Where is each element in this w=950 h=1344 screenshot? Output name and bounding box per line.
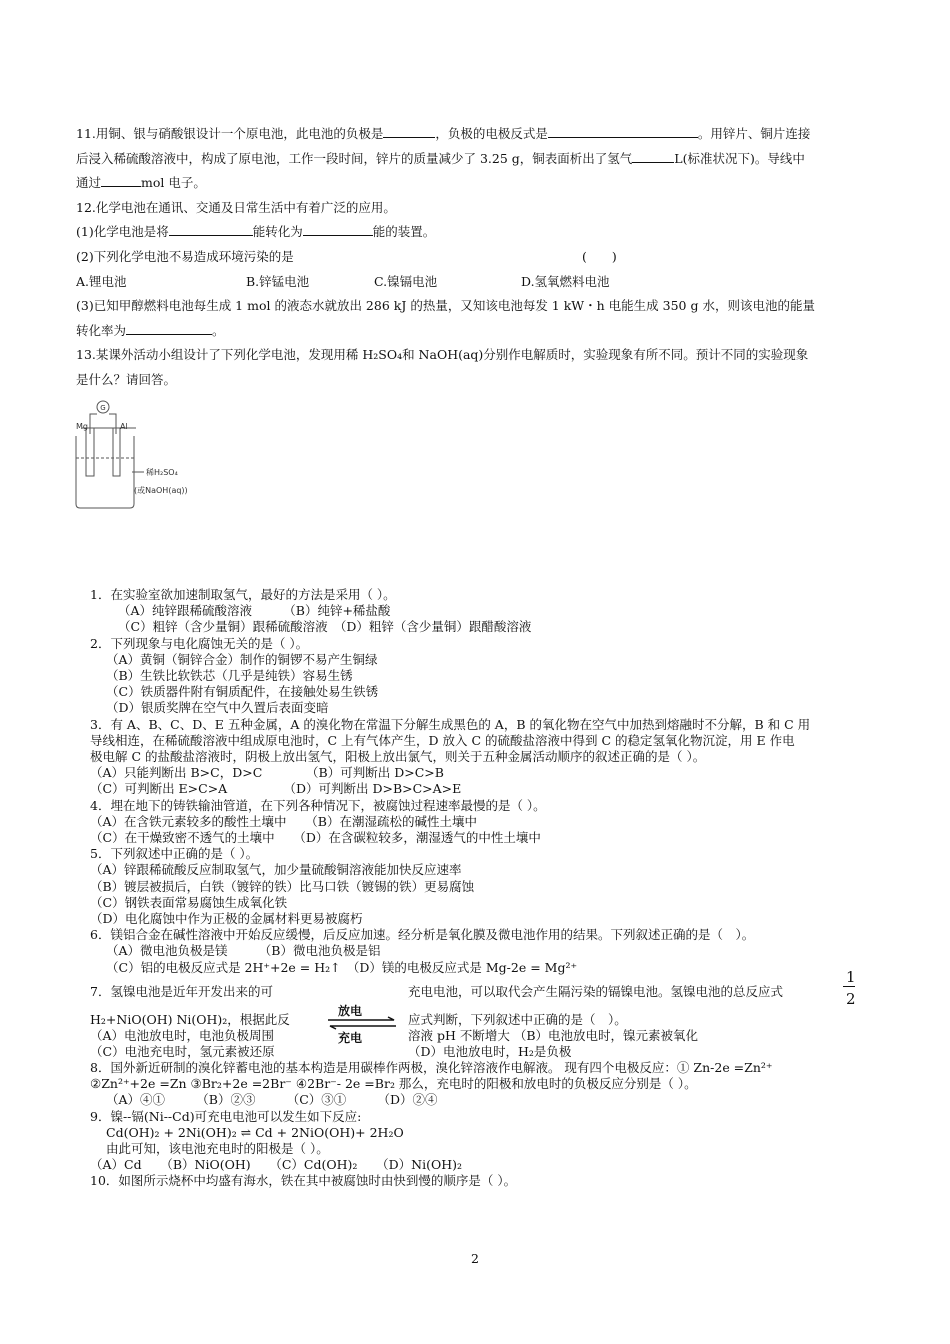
q4-options-cd: （C）在干燥致密不透气的土壤中 （D）在含碳粒较多，潮湿透气的中性土壤中 (90, 830, 541, 846)
q2: 2．下列现象与电化腐蚀无关的是（ ）。 (90, 635, 309, 651)
battery-diagram (72, 398, 212, 513)
answer-blank[interactable] (169, 223, 253, 236)
q9-equation: Cd(OH)₂ + 2Ni(OH)₂ ⇌ Cd + 2NiO(OH)+ 2H₂O (106, 1124, 404, 1140)
option-c: C.镍镉电池 (374, 273, 438, 289)
q3-options-ab: （A）只能判断出 B>C，D>C （B）可判断出 D>C>B (90, 765, 444, 781)
q1-options-cd: （C）粗锌（含少量铜）跟稀硫酸溶液 （D）粗锌（含少量铜）跟醋酸溶液 (118, 619, 532, 635)
answer-blank[interactable] (126, 322, 212, 335)
q7-text-d: 应式判断，下列叙述中正确的是（ ）。 (408, 1012, 627, 1027)
q2-option-c: （C）铁质器件附有铜质配件，在接触处易生铁锈 (106, 684, 379, 700)
q9: 9．镍--镉(Ni--Cd)可充电电池可以发生如下反应: (90, 1108, 362, 1124)
q10: 10．如图所示烧杯中均盛有海水，铁在其中被腐蚀时由快到慢的顺序是（ ）。 (90, 1173, 517, 1189)
q12-part3-cont: 转化率为 。 (76, 322, 225, 338)
q7-option-d: （D）电池放电时，H₂是负极 (408, 1044, 572, 1059)
q4: 4．埋在地下的铸铁输油管道，在下列各种情况下，被腐蚀过程速率最慢的是（ ）。 (90, 797, 546, 813)
answer-blank[interactable] (548, 125, 698, 138)
answer-blank[interactable] (303, 223, 373, 236)
q6-options-cd: （C）铝的电极反应式是 2H⁺+2e = H₂↑ （D）镁的电极反应式是 Mg-2e = Mg²⁺ (106, 959, 578, 975)
q7-option-a: （A）电池放电时，电池负极周围 (90, 1028, 275, 1043)
q7-option-c: （C）电池充电时，氢元素被还原 (90, 1044, 275, 1059)
q5-option-c: （C）钢铁表面常易腐蚀生成氧化铁 (90, 894, 288, 910)
q9-options: （A）Cd （B）NiO(OH) （C）Cd(OH)₂ （D）Ni(OH)₂ (90, 1157, 463, 1173)
choice-section-2 (76, 1060, 880, 1190)
al-electrode (113, 428, 120, 476)
q4-options-ab: （A）在含铁元素较多的酸性土壤中 （B）在潮湿疏松的碱性土壤中 (90, 813, 477, 829)
mg-label: Mg (76, 422, 88, 431)
q11-line3: 通过 mol 电子。 (76, 175, 206, 191)
arrow-label-bottom: 充电 (338, 1031, 363, 1045)
q6-options-ab: （A）微电池负极是镁 （B）微电池负极是铝 (106, 943, 381, 959)
fraction-bar (843, 986, 855, 987)
arrow-label-top: 放电 (338, 1004, 363, 1018)
q7-text-b: 充电电池，可以取代会产生隔污染的镉镍电池。氢镍电池的总反应式 (408, 984, 784, 999)
q7-text-a: 7．氢镍电池是近年开发出来的可 (90, 984, 273, 999)
answer-paren[interactable]: ( ) (582, 248, 617, 264)
beaker (76, 436, 134, 508)
q12-title: 12.化学电池在通讯、交通及日常生活中有着广泛的应用。 (76, 199, 396, 215)
q13-line1: 13.某课外活动小组设计了下列化学电池，发现用稀 H₂SO₄和 NaOH(aq)分别作电解质时，实验现象有所不同。预计不同的实验现象 (76, 347, 809, 363)
page-number: 2 (471, 1251, 479, 1266)
q5-option-d: （D）电化腐蚀中作为正极的金属材料更易被腐朽 (90, 911, 363, 927)
answer-blank[interactable] (101, 174, 141, 187)
q3-options-cd: （C）可判断出 E>C>A （D）可判断出 D>B>C>A>E (90, 781, 462, 797)
q12-options (76, 270, 880, 295)
q12-part2: (2)下列化学电池不易造成环境污染的是 ( ) (76, 245, 880, 270)
q3-cont1: 导线相连，在稀硫酸溶液中组成原电池时，C 上有气体产生，D 放入 C 的硫酸盐溶液中得到 C 的稳定氢氧化物沉淀，用 E 作电 (90, 732, 795, 748)
reversible-arrow-icon (326, 1017, 398, 1029)
q3-cont2: 极电解 C 的盐酸盐溶液时，阴极上放出氢气，阳极上放出氯气，则关于五种金属活动顺序的叙述正确的是（ ）。 (90, 749, 706, 765)
option-a: A.锂电池 (76, 273, 127, 289)
option-d: D.氢氧燃料电池 (521, 273, 610, 289)
mg-electrode (86, 428, 94, 476)
q7-option-ab-cont: 溶液 pH 不断增大 （B）电池放电时，镍元素被氧化 (408, 1028, 699, 1043)
al-label: Al (120, 422, 128, 431)
q5-option-b: （B）镀层被损后，白铁（镀锌的铁）比马口铁（镀锡的铁）更易腐蚀 (90, 878, 475, 894)
answer-blank[interactable] (632, 150, 674, 163)
q9-cont: 由此可知，该电池充电时的阳极是（ ）。 (106, 1141, 329, 1157)
option-b: B.锌锰电池 (246, 273, 310, 289)
q5: 5．下列叙述中正确的是（ ）。 (90, 846, 259, 862)
q13-line2: 是什么？请回答。 (76, 371, 177, 387)
fill-in-section (76, 122, 880, 393)
answer-blank[interactable] (383, 125, 435, 138)
q12-part1: (1)化学电池是将 能转化为 能的装置。 (76, 224, 436, 240)
choice-section (76, 587, 880, 976)
q6: 6．镁铝合金在碱性溶液中开始反应缓慢，后反应加速。经分析是氧化膜及微电池作用的结果。下列叙述正确的是（ ）。 (90, 927, 755, 943)
q1-options-ab: （A）纯锌跟稀硫酸溶液 （B）纯锌+稀盐酸 (118, 603, 391, 619)
galvanometer-label: G (100, 404, 106, 412)
fraction-denominator: 2 (846, 990, 856, 1008)
q11-line1: 11.用铜、银与硝酸银设计一个原电池，此电池的负极是 ，负极的电极反式是 。用锌片、铜片连接 (76, 126, 811, 141)
q7-text-c: H₂+NiO(OH) Ni(OH)₂，根据此反 (90, 1012, 290, 1027)
q5-option-a: （A）锌跟稀硫酸反应制取氢气，加少量硫酸铜溶液能加快反应速率 (90, 862, 462, 878)
q2-option-b: （B）生铁比软铁芯（几乎是纯铁）容易生锈 (106, 668, 353, 684)
q2-option-d: （D）银质奖牌在空气中久置后表面变暗 (106, 700, 329, 716)
q1: 1．在实验室欲加速制取氢气，最好的方法是采用（ ）。 (90, 587, 396, 602)
q3: 3．有 A、B、C、D、E 五种金属，A 的溴化物在常温下分解生成黑色的 A，B 的氧化物在空气中加热到熔融时不分解，B 和 C 用 (90, 716, 811, 732)
q12-part3: (3)已知甲醇燃料电池每生成 1 mol 的液态水就放出 286 kJ 的热量，又知该电池每发 1 kW・h 电能生成 350 g 水，则该电池的能量 (76, 298, 815, 314)
q2-option-a: （A）黄铜（铜锌合金）制作的铜锣不易产生铜绿 (106, 651, 378, 667)
q8-options: （A）④① （B）②③ （C）③① （D）②④ (106, 1092, 438, 1108)
fraction-numerator: 1 (846, 968, 856, 986)
solution-alt-label: (或NaOH(aq)) (134, 486, 188, 495)
solution-label: 稀H₂SO₄ (146, 468, 178, 477)
q8-cont: ②Zn²⁺+2e =Zn ③Br₂+2e =2Br⁻ ④2Br⁻- 2e =Br₂ 那么，充电时的阳极和放电时的负极反应分别是（ ）。 (90, 1076, 697, 1092)
q8: 8．国外新近研制的溴化锌蓄电池的基本构造是用碳棒作两极，溴化锌溶液作电解液。 现有四个电极反应：① Zn-2e =Zn²⁺ (90, 1060, 773, 1075)
q11-line2: 后浸入稀硫酸溶液中，构成了原电池，工作一段时间，锌片的质量减少了 3.25 g，铜表面析出了氢气 L(标准状况下)。导线中 (76, 150, 805, 166)
